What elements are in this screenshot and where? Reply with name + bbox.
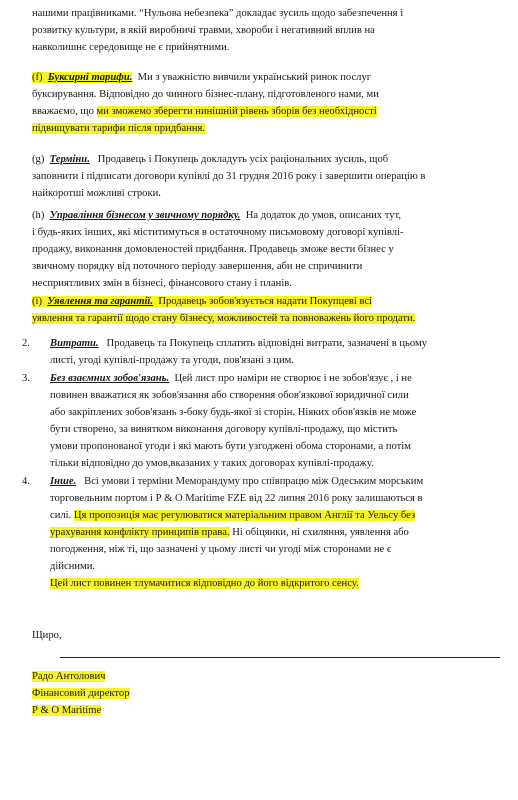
section-i-marker: (i) bbox=[32, 296, 42, 307]
item-2-title: Витрати. bbox=[50, 338, 99, 349]
closing-sincerely: Щиро, bbox=[32, 630, 62, 641]
item-2-text-1: Продавець та Покупець сплатять відповідні витрати, зазначені в цьому bbox=[106, 338, 427, 349]
item-4-title: Інше. bbox=[50, 476, 77, 487]
item-3-line-4: бути створено, за винятком виконання договору купівлі-продажу, що містить bbox=[50, 424, 398, 435]
section-i-line-1 bbox=[32, 294, 372, 310]
item-3-line-5: умови пропонованої угоди і які мають бути узгоджені обома сторонами, а потім bbox=[50, 441, 411, 452]
section-g-title: Терміни. bbox=[49, 154, 90, 165]
item-4-line-7 bbox=[50, 576, 359, 592]
section-h-marker: (h) bbox=[32, 210, 45, 221]
section-g-line-1 bbox=[32, 152, 388, 168]
section-g-line-3: найкоротші можливі строки. bbox=[32, 188, 161, 199]
item-4-line-6: дійсними. bbox=[50, 561, 96, 572]
signer-role-text: Фінансовий директор bbox=[32, 688, 130, 699]
section-f-highlight-2: підвищувати тарифи після придбання. bbox=[32, 123, 206, 134]
item-2-line-1 bbox=[50, 336, 427, 352]
section-h-line-2: і будь-яких інших, які міститимуться в остаточному письмовому договорі купівлі- bbox=[32, 227, 404, 238]
item-3-text-1: Цей лист про наміри не створює і не зобов'язує , і не bbox=[174, 373, 412, 384]
item-3-line-3: або закріплених зобов'язань з-боку будь-якої зі сторін. Ніяких обов'язків не може bbox=[50, 407, 417, 418]
section-f-highlight-1: ми зможемо зберегти нинішній рівень зборів без необхідності bbox=[96, 106, 377, 117]
signer-company bbox=[32, 703, 101, 719]
section-f-marker: (f) bbox=[32, 72, 43, 83]
item-3-number: 3. bbox=[22, 373, 30, 384]
item-4-line-3 bbox=[50, 508, 415, 524]
item-3-line-6: тільки відповідно до умов,вказаних у таких договорах купівлі-продажу. bbox=[50, 458, 374, 469]
section-g-marker: (g) bbox=[32, 154, 45, 165]
intro-line-3: навколишнє середовище не є прийнятними. bbox=[32, 42, 230, 53]
section-f-line-2: буксирування. Відповідно до чинного бізнес-плану, підготовленого нами, ми bbox=[32, 89, 379, 100]
item-3-line-2: повинен вважатися як зобов'язання або створення обов'язкової юридичної сили bbox=[50, 390, 409, 401]
section-h-line-4: звичному порядку від поточного періоду завершення, аби не спричинити bbox=[32, 261, 363, 272]
item-4-line-4 bbox=[50, 525, 409, 541]
item-4-number: 4. bbox=[22, 476, 30, 487]
section-i-highlight-2: уявлення та гарантії щодо стану бізнесу, можливостей та повноважень його продати. bbox=[32, 313, 416, 324]
item-4-line-5: погодження, ніж ті, що зазначені у цьому листі чи угоді між сторонами не є bbox=[50, 544, 392, 555]
item-4-highlight-3: Цей лист повинен тлумачитися відповідно до його відкритого сенсу. bbox=[50, 578, 359, 589]
item-4-highlight-2: урахування конфлікту принципів права. bbox=[50, 527, 230, 538]
section-h-line-3: продажу, виконання домовленостей придбання. Продавець зможе вести бізнес у bbox=[32, 244, 394, 255]
section-i-title: Уявлення та гарантії. bbox=[47, 296, 154, 307]
item-3-line-1 bbox=[50, 371, 412, 387]
section-f-line-1 bbox=[32, 70, 371, 86]
section-f-text-3a: вважаємо, що bbox=[32, 106, 97, 117]
section-g-line-2: заповнити і підписати договори купівлі до 31 грудня 2016 року і завершити операцію в bbox=[32, 171, 426, 182]
item-2-number: 2. bbox=[22, 338, 30, 349]
section-f-line-3 bbox=[32, 104, 377, 120]
section-i-line-2 bbox=[32, 311, 415, 327]
signer-role bbox=[32, 686, 130, 702]
section-h-line-1 bbox=[32, 208, 401, 224]
intro-line-1: нашими працівниками. “Нульова небезпека” докладає зусиль щодо забезпечення і bbox=[32, 8, 404, 19]
intro-line-2: розвитку культури, в якій виробничі травми, хвороби і негативний вплив на bbox=[32, 25, 375, 36]
section-h-title: Управління бізнесом у звичному порядку. bbox=[49, 210, 241, 221]
section-i-text-1: Продавець зобов'язується надати Покупцеві всі bbox=[158, 296, 373, 307]
signature-line bbox=[60, 657, 500, 658]
item-4-text-4b: Ні обіцянки, ні схиляння, уявлення або bbox=[229, 527, 409, 538]
section-f-title: Буксирні тарифи. bbox=[47, 72, 133, 83]
signer-name bbox=[32, 669, 105, 685]
item-4-text-1: Всі умови і терміни Меморандуму про співпрацю між Одеським морським bbox=[84, 476, 424, 487]
item-3-title: Без взаємних зобов'язань. bbox=[50, 373, 170, 384]
item-4-highlight-1: Ця пропозиція має регулюватися матеріальним правом Англії та Уельсу без bbox=[73, 510, 416, 521]
item-4-text-3a: силі. bbox=[50, 510, 74, 521]
section-h-text-1: На додаток до умов, описаних тут, bbox=[245, 210, 401, 221]
section-f-text-1: Ми з уважністю вивчили український ринок послуг bbox=[137, 72, 372, 83]
section-g-text-1: Продавець і Покупець докладуть усіх раціональних зусиль, щоб bbox=[97, 154, 389, 165]
item-4-line-2: торговельним портом і Р & О Maritime FZE від 22 липня 2016 року залишаються в bbox=[50, 493, 423, 504]
signer-company-text: Р & О Maritime bbox=[32, 705, 102, 716]
section-f-line-4 bbox=[32, 121, 205, 137]
signer-name-text: Радо Антолович bbox=[32, 671, 106, 682]
item-2-line-2: листі, угоді купівлі-продажу та угоди, пов'язані з цим. bbox=[50, 355, 294, 366]
section-h-line-5: несприятливих змін в бізнесі, фінансового стану і планів. bbox=[32, 278, 292, 289]
item-4-line-1 bbox=[50, 474, 423, 490]
